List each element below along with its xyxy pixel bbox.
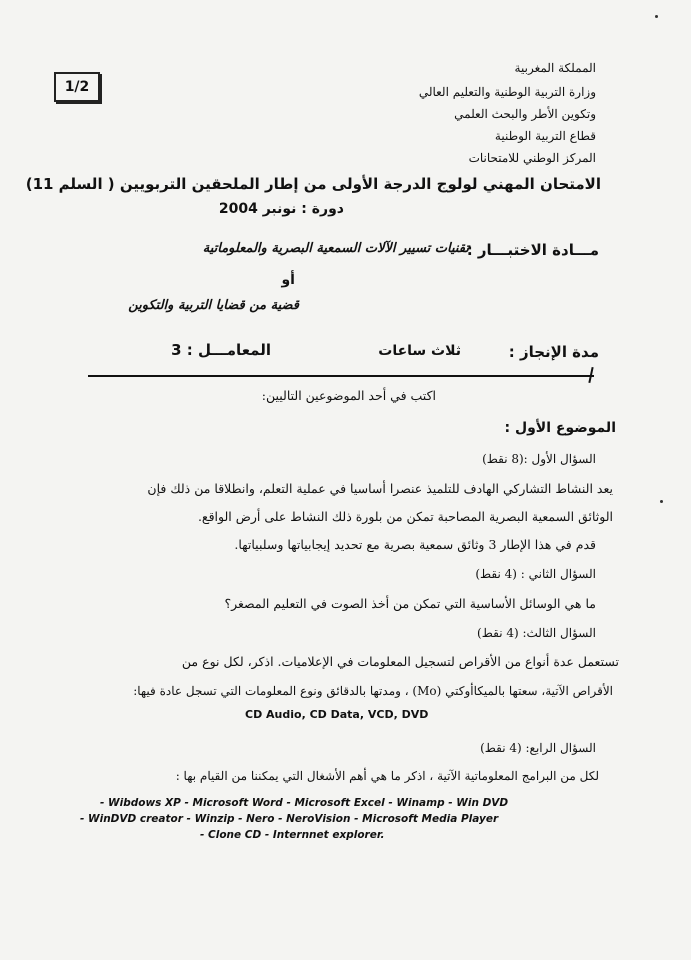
- scan-speck: [655, 15, 658, 18]
- duration-value: ثلاث ساعات: [378, 343, 461, 359]
- header-line-sector: قطاع التربية الوطنية: [494, 129, 596, 143]
- question-4-programs-line-3: - Clone CD - Internnet explorer.: [200, 829, 385, 841]
- topic-heading: الموضوع الأول :: [504, 420, 616, 436]
- question-3-title: السؤال الثالث: (4 نقط): [477, 626, 596, 640]
- duration-label: مدة الإنجاز :: [508, 343, 599, 361]
- exam-title: الامتحان المهني لولوج الدرجة الأولى من إطار الملحقين التربويين ( السلم 11): [25, 175, 601, 193]
- scan-speck: [660, 500, 663, 503]
- question-2-line-1: ما هي الوسائل الأساسية التي تمكن من أخذ الصوت في التعليم المصغر؟: [224, 596, 596, 611]
- section-divider: [88, 375, 594, 377]
- header-line-center: المركز الوطني للامتحانات: [468, 151, 596, 165]
- coefficient: المعامـــل : 3: [171, 341, 271, 359]
- exam-session: دورة : نونبر 2004: [218, 201, 344, 217]
- question-1-title: السؤال الأول :(8 نقط): [482, 452, 596, 466]
- question-2-title: السؤال الثاني : (4 نقط): [475, 567, 596, 581]
- question-4-programs-line-1: - Wibdows XP - Microsoft Word - Microsoft Excel - Winamp - Win DVD: [100, 797, 509, 809]
- question-1-line-1: يعد النشاط التشاركي الهادف للتلميذ عنصرا أساسيا في عملية التعلم، وانطلاقا من ذلك فإن: [147, 481, 613, 496]
- header-line-kingdom: المملكة المغربية: [514, 61, 596, 75]
- page-number-box: 1/2: [54, 72, 100, 102]
- question-3-line-1: تستعمل عدة أنواع من الأقراص لتسجيل المعلومات في الإعلاميات. اذكر، لكل نوع من: [181, 654, 619, 669]
- instructions: اكتب في أحد الموضوعين التاليين:: [261, 388, 436, 403]
- subject-or: أو: [281, 272, 295, 288]
- question-3-line-2: الأقراص الآتية، سعتها بالميكاأوكتي (Mo) ، ومدتها بالدقائق ونوع المعلومات التي تسجل عادة فيها:: [133, 684, 613, 698]
- subject-label: مـــادة الاختبـــار :: [466, 241, 599, 259]
- question-1-line-3: قدم في هذا الإطار 3 وثائق سمعية بصرية مع تحديد إيجابياتها وسلبياتها.: [234, 537, 596, 552]
- subject-option-2: قضية من قضايا التربية والتكوين: [128, 298, 299, 313]
- question-4-line-1: لكل من البرامج المعلوماتية الآتية ، اذكر ما هي أهم الأشغال التي يمكننا من القيام بها :: [175, 769, 599, 783]
- question-1-line-2: الوثائق السمعية البصرية المصاحبة تمكن من بلورة ذلك النشاط على أرض الواقع.: [197, 509, 613, 524]
- header-line-training: وتكوين الأطر والبحث العلمي: [454, 107, 596, 121]
- question-4-programs-line-2: - WinDVD creator - Winzip - Nero - NeroVision - Microsoft Media Player: [80, 813, 499, 825]
- question-3-formats: CD Audio, CD Data, VCD, DVD: [245, 708, 429, 721]
- header-line-ministry: وزارة التربية الوطنية والتعليم العالي: [418, 85, 596, 99]
- question-4-title: السؤال الرابع: (4 نقط): [480, 741, 596, 755]
- subject-option-1: تقنيات تسيير الآلات السمعية البصرية والمعلوماتية: [202, 241, 469, 256]
